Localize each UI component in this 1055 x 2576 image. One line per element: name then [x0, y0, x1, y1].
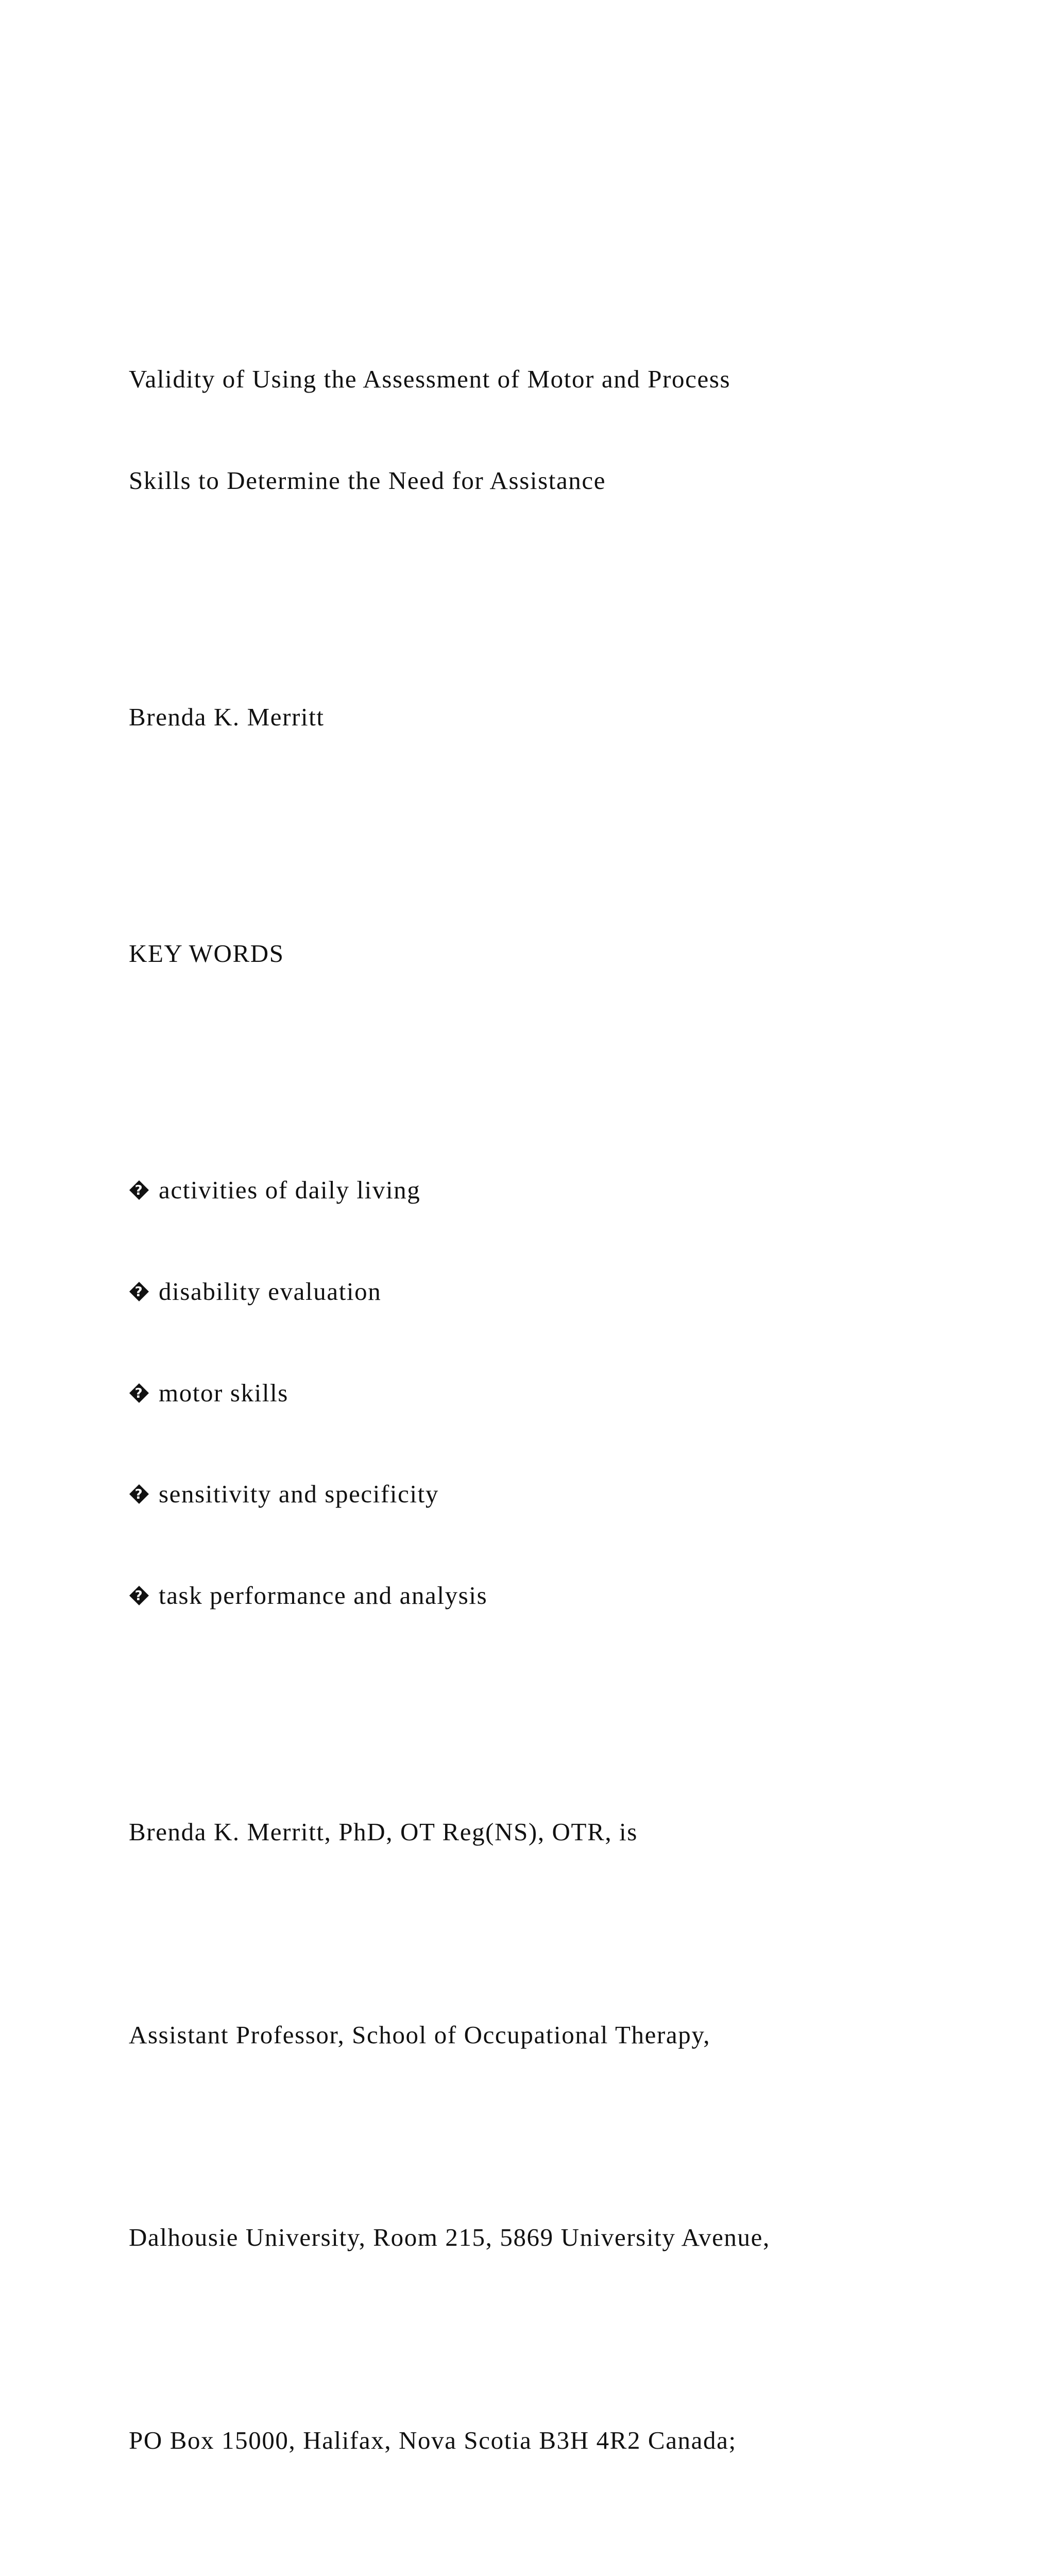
spacer — [129, 565, 932, 599]
spacer — [129, 1038, 932, 1072]
replacement-character-icon — [129, 1383, 149, 1403]
spacer — [129, 2525, 932, 2559]
keyword-text: motor skills — [159, 1378, 288, 1407]
replacement-character-icon — [129, 1484, 149, 1504]
keyword-item — [129, 1579, 932, 1613]
spacer — [129, 802, 932, 836]
title-line-1: Validity of Using the Assessment of Motor and Process — [129, 364, 731, 393]
keyword-item — [129, 1376, 932, 1410]
svg-text:?: ? — [134, 1183, 144, 1199]
keyword-item — [129, 1477, 932, 1511]
title-line-2: Skills to Determine the Need for Assistance — [129, 466, 606, 495]
replacement-character-icon — [129, 1180, 149, 1200]
spacer — [129, 2120, 932, 2154]
keyword-item — [129, 1275, 932, 1309]
keyword-item — [129, 1173, 932, 1207]
svg-text:?: ? — [134, 1385, 144, 1401]
svg-text:?: ? — [134, 1487, 144, 1503]
spacer — [129, 2322, 932, 2356]
replacement-character-icon — [129, 1585, 149, 1606]
replacement-character-icon — [129, 1281, 149, 1302]
keywords-heading: KEY WORDS — [129, 939, 284, 968]
spacer — [129, 1917, 932, 1951]
affiliation-line-3: Dalhousie University, Room 215, 5869 University Avenue, — [129, 2223, 770, 2252]
keyword-text: task performance and analysis — [159, 1581, 488, 1610]
keyword-text: sensitivity and specificity — [159, 1480, 439, 1509]
document-body — [129, 261, 932, 2576]
keyword-text: disability evaluation — [159, 1277, 382, 1306]
author-name: Brenda K. Merritt — [129, 702, 325, 731]
svg-text:?: ? — [134, 1588, 144, 1604]
affiliation-line-1: Brenda K. Merritt, PhD, OT Reg(NS), OTR, is — [129, 1818, 638, 1846]
keyword-text: activities of daily living — [159, 1176, 421, 1205]
affiliation-line-4: PO Box 15000, Halifax, Nova Scotia B3H 4R2 Canada; — [129, 2426, 737, 2454]
spacer — [129, 1680, 932, 1714]
svg-text:?: ? — [134, 1284, 144, 1300]
affiliation-line-2: Assistant Professor, School of Occupational Therapy, — [129, 2020, 711, 2049]
